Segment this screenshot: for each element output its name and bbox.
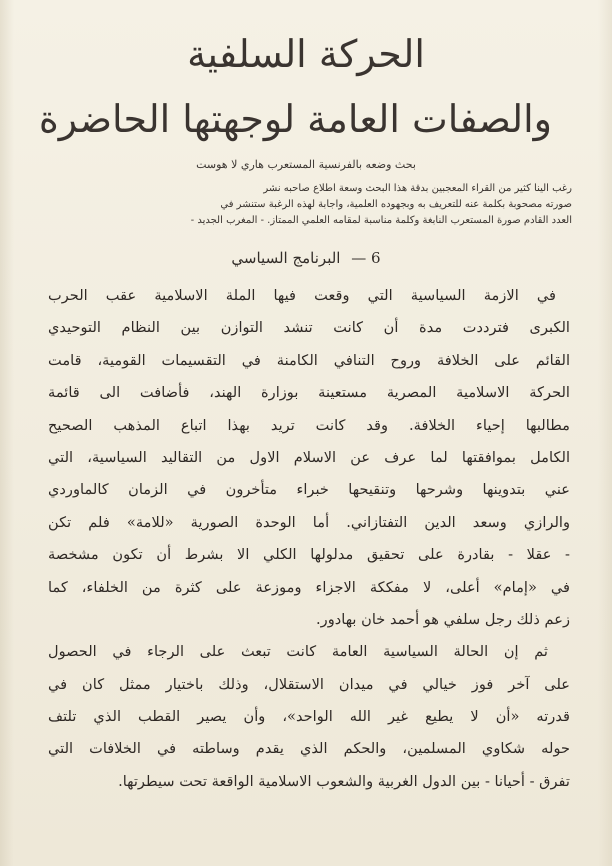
article-body <box>48 280 570 798</box>
body-line: - عقلا - بقادرة على تحقيق مدلولها الكلي الا بشرط أن تكون مشخصة <box>48 546 570 564</box>
body-line: الحركة الاسلامية المصرية مستعينة بوزارة الهند، فأضافت الى قائمة <box>48 384 570 402</box>
body-line: في «إمام» أعلى، لا مفككة الاجزاء وموزعة على كثرة من الخلفاء، كما <box>48 578 570 596</box>
body-line: ثم إن الحالة السياسية العامة كانت تبعث على الرجاء في الحصول <box>48 643 548 661</box>
body-line: حوله شكاوي المسلمين، والحكم الذي يقدم وساطته في الخلافات التي <box>48 740 570 758</box>
page-edge-left <box>0 0 14 866</box>
editor-note-line: العدد القادم صورة المستعرب النابغة وكلمة مناسبة لمقامه العلمي الممتاز. - المغرب الجديد - <box>190 215 572 226</box>
editor-note <box>50 181 572 229</box>
body-line: الكبرى فترددت مدة أن كانت تنشد التوازن بين النظام التوحيدي <box>48 319 570 337</box>
body-line: تفرق - أحيانا - بين الدول الغربية والشعوب الاسلامية الواقعة تحت سيطرتها. <box>118 772 570 790</box>
body-line: زعم ذلك رجل سلفي هو أحمد خان بهادور. <box>316 610 570 628</box>
body-line: الكامل بموافقتها لما عرف عن الاسلام الاول من التقاليد السياسية، التي <box>48 448 570 466</box>
body-line: في الازمة السياسية التي وقعت فيها الملة الاسلامية عقب الحرب <box>48 287 556 304</box>
paragraph-1 <box>48 280 570 636</box>
body-line: عني بتدوينها وشرحها وتنقيحها خبراء متأخرون في الزمان كالماوردي <box>48 481 570 499</box>
body-line: قدرته «أن لا يطيع غير الله الواحد»، وأن يصير القطب الذي تلتف <box>48 708 570 726</box>
body-line: القائم على الخلافة وروح التنافي الكامنة في التقسيمات القومية، قامت <box>48 351 570 369</box>
paragraph-2 <box>48 636 570 798</box>
article-byline: بحث وضعه بالفرنسية المستعرب هاري لا هوست <box>196 158 416 171</box>
editor-note-line: رغب الينا كثير من القراء المعجبين بدقة هذا البحث وسعة اطلاع صاحبه نشر <box>263 183 572 194</box>
article-title-line-1: الحركة السلفية <box>187 32 425 76</box>
body-line: والرازي وسعد الدين التفتازاني. أما الوحدة الصورية «للامة» فلم تكن <box>48 513 570 531</box>
body-line: مطالبها إحياء الخلافة. وقد كانت تريد بهذا اتباع المذهب الصحيح <box>48 416 570 434</box>
section-title: البرنامج السياسي <box>231 249 341 267</box>
page-edge-right <box>598 0 612 866</box>
editor-note-line: صورته مصحوبة بكلمة عنه للتعريف به وبجهوده العلمية، واجابة لهذه الرغبة ستنشر في <box>220 199 572 210</box>
section-number: 6 — <box>351 249 381 267</box>
body-line: على آخر فوز خيالي في ميدان الاستقلال، وذلك باختيار ممثل كان في <box>48 675 570 693</box>
article-title-line-2: والصفات العامة لوجهتها الحاضرة <box>38 97 552 141</box>
section-heading <box>60 246 552 270</box>
